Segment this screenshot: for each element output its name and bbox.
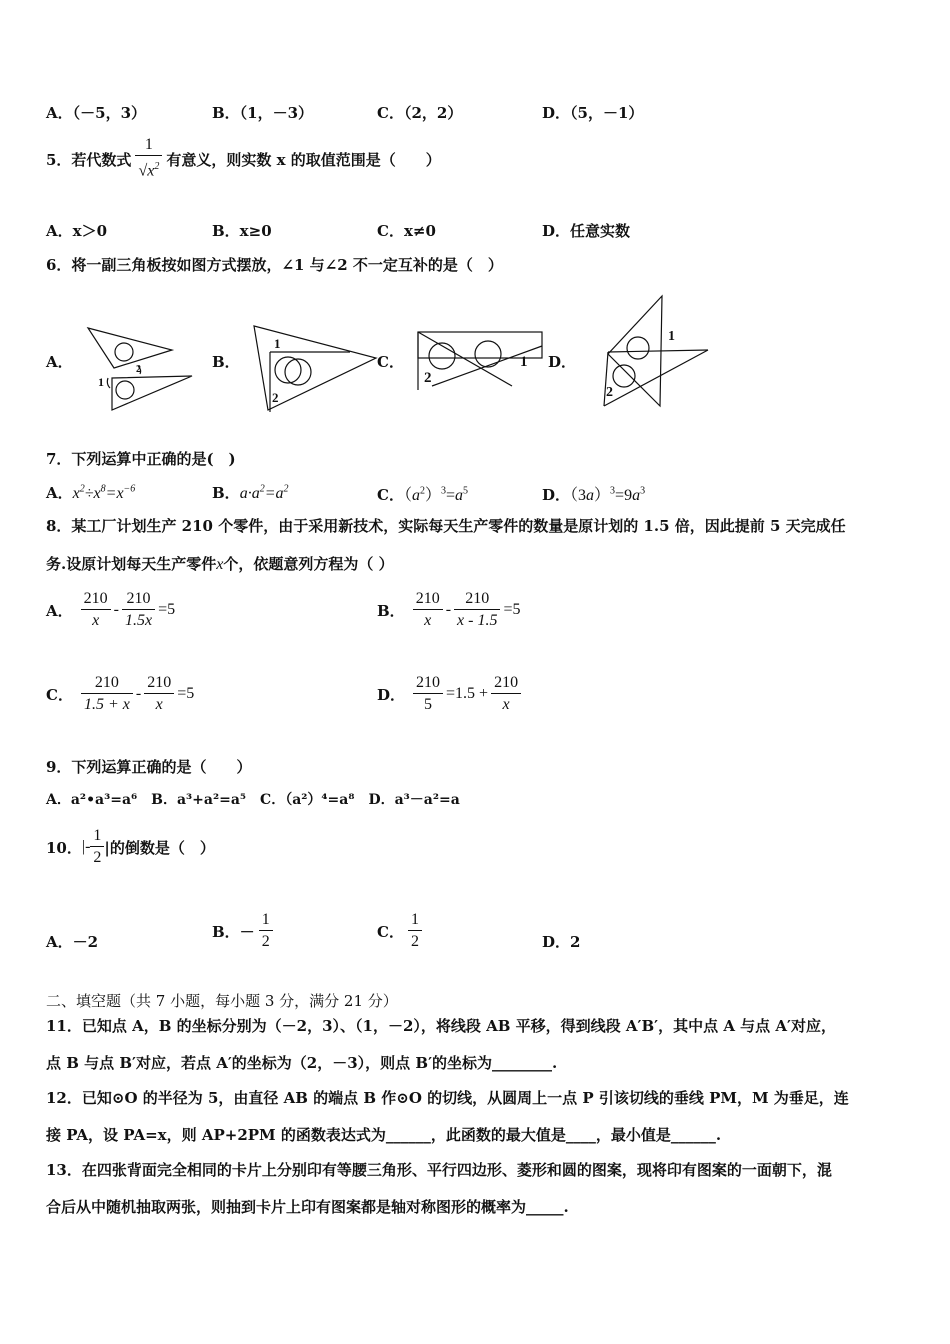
den: x bbox=[92, 611, 100, 629]
question-9-stem: 9．下列运算正确的是（ ） bbox=[46, 758, 252, 776]
q5-fraction bbox=[135, 135, 162, 182]
num: 210 bbox=[81, 589, 111, 610]
q5-frac-num: 1 bbox=[144, 136, 153, 154]
q6-figure-c bbox=[412, 326, 548, 392]
q7-option-c: C．$(a^2)^3=a^5$ bbox=[377, 485, 469, 504]
q8d-frac1 bbox=[413, 673, 443, 716]
num: 1 bbox=[259, 910, 273, 931]
num: 210 bbox=[491, 673, 521, 694]
q8-option-c bbox=[46, 670, 194, 718]
q8-line2-pre: 务.设原计划每天生产零件 bbox=[46, 555, 217, 573]
equals-1-5-plus: =1.5 + bbox=[446, 685, 489, 702]
q9-options: A．a²•a³=a⁶ B．a³+a²=a⁵ C．（a²）⁴=a⁸ D．a³－a²=a bbox=[46, 792, 460, 808]
q10b-fraction bbox=[259, 910, 273, 953]
q8-a-label: A． bbox=[46, 601, 73, 620]
den: 5 bbox=[424, 695, 433, 713]
q10-pre: 10． bbox=[46, 838, 82, 857]
q7-option-a: A．$x^2\div x^8=x^{-6}$ bbox=[46, 483, 136, 502]
q4-option-a: A．（－5，3） bbox=[46, 104, 147, 122]
question-8-line2 bbox=[46, 553, 394, 574]
num: 210 bbox=[81, 673, 133, 694]
question-11-line2: 点 B 与点 B′对应，若点 A′的坐标为（2，－3），则点 B′的坐标为________. bbox=[46, 1054, 558, 1072]
q5-option-b: B．x≥0 bbox=[212, 222, 272, 240]
q6d-label-1: 1 bbox=[668, 329, 675, 344]
den: x bbox=[502, 695, 510, 713]
den: 1.5 + x bbox=[83, 695, 130, 713]
section-2-heading: 二、填空题（共 7 小题，每小题 3 分，满分 21 分） bbox=[46, 992, 398, 1010]
q6-option-c: C． bbox=[377, 353, 404, 371]
q8-c-label: C． bbox=[46, 685, 73, 704]
q6c-label-1: 1 bbox=[520, 354, 528, 370]
question-12-line1: 12．已知⊙O 的半径为 5，由直径 AB 的端点 B 作⊙O 的切线，从圆周上一点 P 引该切线的垂线 PM，M 为垂足，连 bbox=[46, 1089, 849, 1107]
q5-option-a: A．x＞0 bbox=[46, 222, 108, 240]
num: 210 bbox=[413, 589, 443, 610]
q4-option-c: C．（2，2） bbox=[377, 104, 463, 122]
equals-5: =5 bbox=[177, 685, 195, 702]
q5-radicand: x bbox=[147, 162, 155, 180]
question-13-line1: 13．在四张背面完全相同的卡片上分别印有等腰三角形、平行四边形、菱形和圆的图案，现将印有图案的一面朝下，混 bbox=[46, 1161, 832, 1179]
q5-option-d: D．任意实数 bbox=[542, 222, 631, 240]
q5-option-c: C．x≠0 bbox=[377, 222, 436, 240]
question-10-stem bbox=[46, 822, 215, 872]
q8a-frac1 bbox=[81, 589, 111, 632]
q8b-frac1 bbox=[413, 589, 443, 632]
q6d-label-2: 2 bbox=[606, 385, 613, 400]
equals-5: =5 bbox=[503, 601, 521, 618]
den: 2 bbox=[261, 932, 270, 950]
q8-option-a bbox=[46, 586, 175, 634]
q8-d-label: D． bbox=[377, 685, 406, 704]
q6b-label-2: 2 bbox=[272, 390, 279, 405]
q6a-label-1: 1 bbox=[98, 375, 104, 389]
den: 2 bbox=[410, 932, 419, 950]
q8b-frac2 bbox=[454, 589, 500, 632]
q7-c-label: C． bbox=[377, 486, 404, 504]
num: 1 bbox=[408, 910, 422, 931]
q5-post: 有意义，则实数 x 的取值范围是（ ） bbox=[166, 150, 441, 169]
q10-post: |的倒数是（ ） bbox=[104, 838, 215, 857]
question-8-line1: 8．某工厂计划生产 210 个零件，由于采用新技术，实际每天生产零件的数量是原计划的 1.5 倍，因此提前 5 天完成任 bbox=[46, 517, 846, 535]
q6-figure-a bbox=[80, 322, 200, 412]
q10-c-label: C． bbox=[377, 922, 404, 941]
den: 1.5x bbox=[124, 611, 153, 629]
q6-option-b: B． bbox=[212, 353, 240, 371]
q6-figure-b bbox=[250, 322, 380, 414]
q8-var-x: x bbox=[216, 556, 224, 573]
question-12-line2: 接 PA，设 PA=x，则 AP+2PM 的函数表达式为______，此函数的最大值是____，最小值是______. bbox=[46, 1126, 722, 1144]
num: 210 bbox=[454, 589, 500, 610]
q8-line2-post: 个，依题意列方程为（ ） bbox=[223, 555, 394, 573]
question-11-line1: 11．已知点 A，B 的坐标分别为（－2，3）、（1，－2），将线段 AB 平移，得到线段 A′B′，其中点 A 与点 A′对应， bbox=[46, 1017, 836, 1035]
den: 2 bbox=[93, 848, 102, 866]
q10-option-c bbox=[377, 906, 422, 956]
num: 210 bbox=[413, 673, 443, 694]
q4-option-b: B．（1，－3） bbox=[212, 104, 314, 122]
q8c-frac1 bbox=[81, 673, 133, 716]
q10c-fraction bbox=[408, 910, 422, 953]
question-6-stem: 6．将一副三角板按如图方式摆放，∠1 与∠2 不一定互补的是（ ） bbox=[46, 256, 503, 274]
question-7-stem: 7．下列运算中正确的是( ) bbox=[46, 450, 236, 468]
den: x - 1.5 bbox=[457, 611, 498, 629]
minus: - bbox=[113, 601, 119, 618]
q8-option-d bbox=[377, 670, 521, 718]
q8c-frac2 bbox=[144, 673, 174, 716]
q8d-frac2 bbox=[491, 673, 521, 716]
q10-b-label: B．－ bbox=[212, 922, 255, 941]
q6-option-a: A． bbox=[46, 353, 73, 371]
q6a-label-2: 2 bbox=[136, 364, 141, 375]
q6c-label-2: 2 bbox=[424, 370, 432, 386]
q10-fraction bbox=[90, 826, 104, 869]
equals-5: =5 bbox=[158, 601, 176, 618]
minus: - bbox=[445, 601, 452, 618]
question-13-line2: 合后从中随机抽取两张，则抽到卡片上印有图案都是轴对称图形的概率为_____. bbox=[46, 1198, 569, 1216]
q8-option-b bbox=[377, 586, 520, 634]
num: 210 bbox=[144, 673, 174, 694]
q7-b-label: B． bbox=[212, 484, 240, 502]
num: 1 bbox=[90, 826, 104, 847]
q10-abs-left: |- bbox=[81, 838, 91, 855]
q7-option-d: D．$(3a)^3=9a^3$ bbox=[542, 485, 646, 504]
q6-figure-d bbox=[598, 294, 712, 410]
q8-b-label: B． bbox=[377, 601, 405, 620]
q5-pre: 5．若代数式 bbox=[46, 150, 132, 169]
q8a-frac2 bbox=[122, 589, 155, 632]
q4-option-d: D．（5，－1） bbox=[542, 104, 644, 122]
q10-option-b bbox=[212, 906, 273, 956]
q5-frac-den: $√x^2$ bbox=[135, 155, 162, 182]
den: x bbox=[155, 695, 163, 713]
q7-a-label: A． bbox=[46, 484, 73, 502]
den: x bbox=[424, 611, 432, 629]
q10-option-a: A．－2 bbox=[46, 933, 99, 951]
q7-option-b: B．$a\cdot a^2=a^2$ bbox=[212, 483, 289, 502]
q6b-label-1: 1 bbox=[274, 336, 281, 351]
q7-d-label: D． bbox=[542, 486, 571, 504]
question-5-stem bbox=[46, 134, 441, 184]
q10-option-d: D．2 bbox=[542, 933, 581, 951]
num: 210 bbox=[122, 589, 155, 610]
minus: - bbox=[135, 685, 142, 702]
q6-option-d: D． bbox=[548, 353, 577, 371]
